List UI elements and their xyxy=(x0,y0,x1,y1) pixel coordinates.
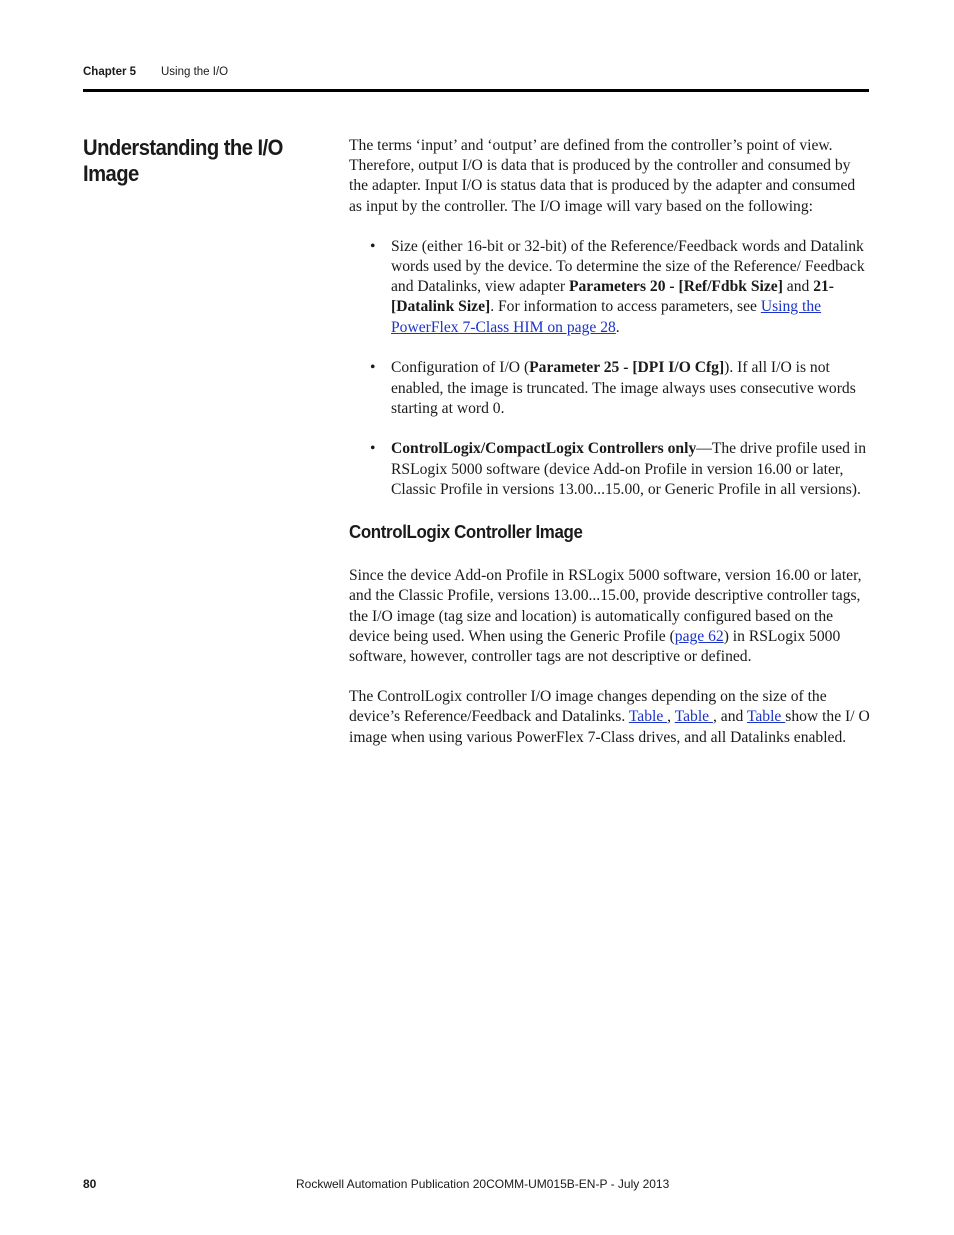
page-number: 80 xyxy=(83,1177,97,1191)
him-page-link[interactable]: Using the PowerFlex 7-Class HIM on page 28 xyxy=(391,298,822,336)
list-item: • Size (either 16-bit or 32-bit) of the Reference/Feedback words and Datalink words used by the device. To determine the size of the Reference/ Feedback and Datalinks, view adapter Parameters 20 - [Ref/Fdbk Size] and 21- [Datalink Size]. For information to access parameters, see Using the PowerFlex 7-Class HIM on page 28. xyxy=(349,237,870,338)
section-title: Understanding the I/O Image xyxy=(83,135,283,186)
io-image-paragraph: The ControlLogix controller I/O image changes depending on the size of the device’s Reference/Feedback and Datalinks. Table , Table , and Table show the I/ O image when using various PowerFlex 7-Class drives, and all Datalinks enabled. xyxy=(349,688,870,746)
bullet-list xyxy=(349,237,870,500)
page-62-link[interactable]: page 62 xyxy=(674,627,724,645)
intro-paragraph: The terms ‘input’ and ‘output’ are defined from the controller’s point of view. Therefore, output I/O is data that is produced by the controller and consumed by the adapter. Input I/O is status data that is produced by the adapter and consumed as input by the controller. The I/O image will vary based on the following: xyxy=(349,137,856,215)
header-rule xyxy=(83,89,869,92)
controller-image-paragraph: Since the device Add-on Profile in RSLogix 5000 software, version 16.00 or later, and the Classic Profile, versions 13.00...15.00, provide descriptive controller tags, the I/O image (tag size and location) is automatically configured based on the device being used. When using the Generic Profile (page 62) in RSLogix 5000 software, however, controller tags are not descriptive or defined. xyxy=(349,567,862,666)
list-item: • Configuration of I/O (Parameter 25 - [DPI I/O Cfg]). If all I/O is not enabled, the image is truncated. The image always uses consecutive words starting at word 0. xyxy=(349,358,870,419)
table-link-3[interactable]: Table xyxy=(746,708,786,726)
main-content xyxy=(349,136,870,748)
publication-footer: Rockwell Automation Publication 20COMM-UM015B-EN-P - July 2013 xyxy=(296,1177,670,1191)
table-link-2[interactable]: Table xyxy=(674,708,713,726)
list-item: • ControlLogix/CompactLogix Controllers only—The drive profile used in RSLogix 5000 software (device Add-on Profile in version 16.00 or later, Classic Profile in versions 13.00...15.00, or Generic Profile in all versions). xyxy=(349,439,870,500)
running-header xyxy=(83,66,229,78)
chapter-label: Chapter 5 xyxy=(83,66,137,78)
subsection-title: ControlLogix Controller Image xyxy=(349,522,583,543)
section-label: Using the I/O xyxy=(161,66,229,78)
table-link-1[interactable]: Table xyxy=(628,708,668,726)
